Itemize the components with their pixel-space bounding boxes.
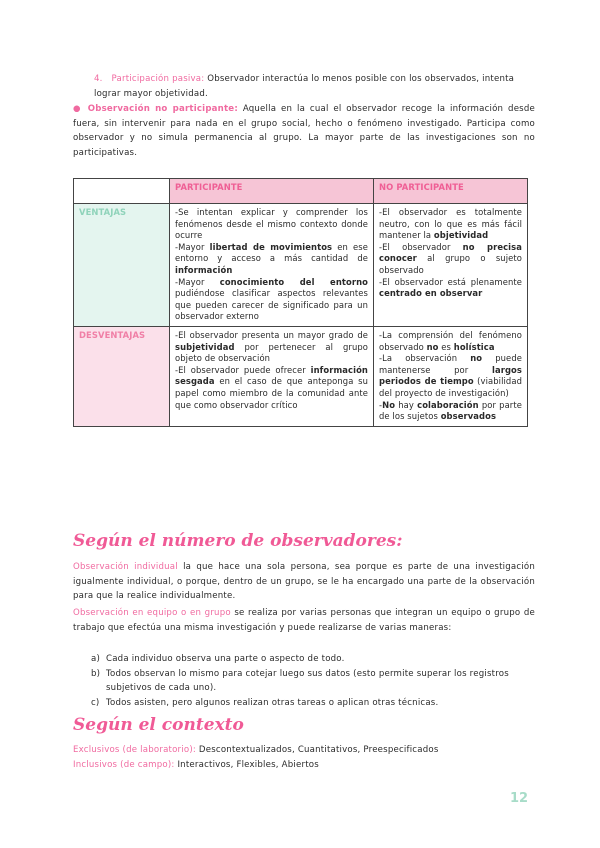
desventaja-np-3: -No hay colaboración por parte de los sujetos observados: [379, 399, 522, 422]
participacion-pasiva-text: Observador interactúa lo menos posible con los observados, intenta lograr mayor objetividad.: [94, 74, 515, 99]
ventaja-np-1: -El observador es totalmente neutro, con lo que es más fácil mantener la objetividad: [379, 207, 522, 241]
ventaja-p-3: -Mayor conocimiento del entorno pudiéndose clasificar aspectos relevantes que pueden carecer de significado para un observador externo: [175, 276, 368, 322]
table-header-row: [74, 179, 528, 204]
desventaja-p-1: -El observador presenta un mayor grado de subjetividad por pertenecer al grupo objeto de observación: [175, 329, 368, 364]
cell-ventajas-participante: [170, 204, 374, 327]
ventaja-np-2: -El observador no precisa conocer al grupo o sujeto observado: [379, 241, 522, 275]
table-row-ventajas: [74, 204, 528, 327]
row-label-desventajas: DESVENTAJAS: [74, 326, 170, 426]
contexto-exclusivos: Exclusivos (de laboratorio): Descontextualizados, Cuantitativos, Preespecificados: [73, 745, 439, 755]
desventaja-p-2: -El observador puede ofrecer información sesgada en el caso de que anteponga su papel como miembro de la comunidad ante que como observador crítico: [175, 364, 368, 410]
row-label-ventajas: VENTAJAS: [74, 204, 170, 327]
heading-numero-observadores: Según el número de observadores:: [73, 531, 403, 551]
desventaja-np-1: -La comprensión del fenómeno observado no es holística: [379, 329, 522, 352]
observacion-equipo-paragraph: Observación en equipo o en grupo se realiza por varias personas que integran un equipo o grupo de trabajo que efectúa una misma investigación y puede realizarse de varias maneras:: [73, 608, 535, 633]
comparison-table: [73, 178, 528, 427]
table-row-desventajas: [74, 326, 528, 426]
cell-desventajas-no-participante: [374, 326, 528, 426]
ventaja-np-3: -El observador está plenamente centrado en observar: [379, 276, 522, 299]
page-number: 12: [510, 791, 529, 806]
ventaja-p-1: -Se intentan explicar y comprender los fenómenos desde el mismo contexto donde ocurre: [175, 207, 368, 241]
header-empty-cell: [74, 179, 170, 204]
list-item-participacion-pasiva: [94, 72, 534, 101]
header-no-participante: NO PARTICIPANTE: [374, 179, 528, 204]
term-exclusivos: Exclusivos (de laboratorio):: [73, 745, 196, 755]
term-observacion-individual: Observación individual: [73, 562, 178, 572]
term-observacion-equipo: Observación en equipo o en grupo: [73, 608, 231, 618]
maneras-list: [73, 652, 535, 710]
list-item: a) Cada individuo observa una parte o aspecto de todo.: [91, 654, 345, 664]
term-observacion-no-participante: ● Observación no participante:: [73, 104, 238, 114]
contexto-inclusivos: Inclusivos (de campo): Interactivos, Flexibles, Abiertos: [73, 760, 319, 770]
observacion-no-participante-text: Aquella en la cual el observador recoge la información desde fuera, sin intervenir para nada en el grupo social, hecho o fenómeno investigado. Participa como observador y no simula permanencia al grupo. La mayor parte de las investigaciones son no participativas.: [73, 104, 535, 158]
observacion-individual-paragraph: Observación individual la que hace una sola persona, sea porque es parte de una investigación igualmente individual, o porque, dentro de un grupo, se le ha encargado una parte de la observación para que la realice individualmente.: [73, 562, 536, 602]
list-item: b) Todos observan lo mismo para cotejar luego sus datos (esto permite superar los registros subjetivos de cada uno).: [91, 668, 509, 694]
observacion-no-participante-paragraph: [73, 102, 535, 160]
cell-desventajas-participante: [170, 326, 374, 426]
list-number: 4.: [94, 74, 103, 84]
term-inclusivos: Inclusivos (de campo):: [73, 760, 175, 770]
header-participante: PARTICIPANTE: [170, 179, 374, 204]
ventaja-p-2: -Mayor libertad de movimientos en ese entorno y acceso a más cantidad de información: [175, 241, 369, 275]
desventaja-np-2: -La observación no puede mantenerse por largos periodos de tiempo (viabilidad del proyecto de investigación): [379, 353, 523, 398]
term-participacion-pasiva: Participación pasiva:: [111, 74, 205, 84]
cell-ventajas-no-participante: [374, 204, 528, 327]
heading-contexto: Según el contexto: [73, 715, 244, 735]
list-item: c) Todos asisten, pero algunos realizan otras tareas o aplican otras técnicas.: [91, 697, 439, 708]
